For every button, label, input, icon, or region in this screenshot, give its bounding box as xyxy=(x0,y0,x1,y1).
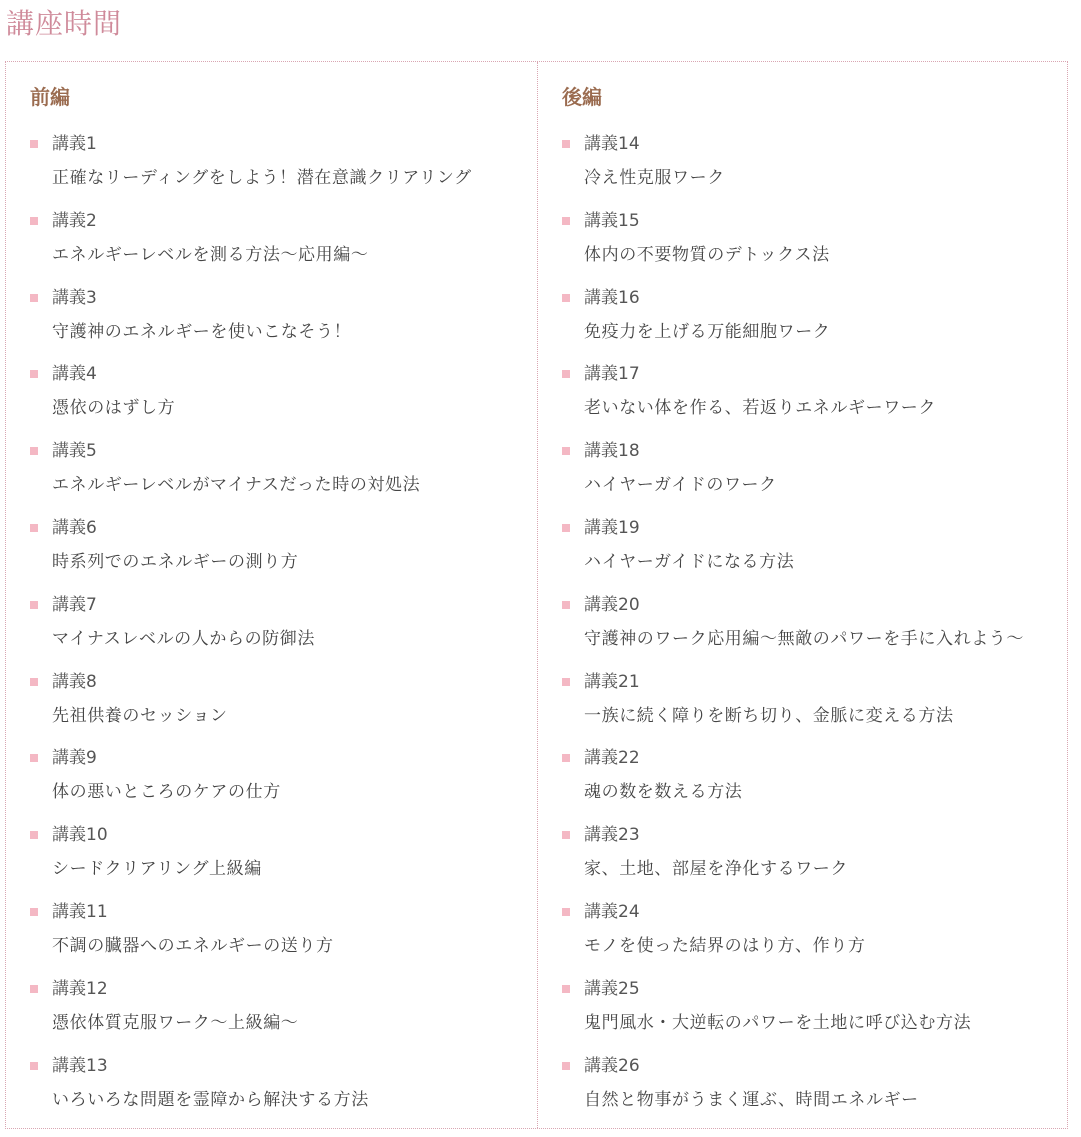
lecture-number: 講義11 xyxy=(52,901,108,922)
lecture-number: 講義6 xyxy=(52,517,97,538)
lecture-item xyxy=(30,130,537,196)
lecture-title: 一族に続く障りを断ち切り、金脈に変える方法 xyxy=(584,705,954,726)
page-title: 講座時間 xyxy=(6,7,123,40)
lecture-item xyxy=(30,360,537,426)
lecture-item xyxy=(30,591,537,657)
column-heading: 後編 xyxy=(562,85,602,109)
lecture-item xyxy=(562,360,1067,426)
square-bullet-icon xyxy=(562,1062,570,1070)
column-part-1 xyxy=(6,62,537,1128)
lecture-item xyxy=(30,284,537,350)
lecture-number: 講義7 xyxy=(52,594,97,615)
lecture-item xyxy=(562,898,1067,964)
lecture-title: 時系列でのエネルギーの測り方 xyxy=(52,551,299,572)
lecture-item xyxy=(30,514,537,580)
square-bullet-icon xyxy=(30,985,38,993)
lecture-number: 講義16 xyxy=(584,287,640,308)
lecture-title: 老いない体を作る、若返りエネルギーワーク xyxy=(584,398,936,419)
square-bullet-icon xyxy=(30,370,38,378)
lecture-title: 免疫力を上げる万能細胞ワーク xyxy=(584,321,831,342)
lecture-number: 講義2 xyxy=(52,210,97,231)
lecture-number: 講義23 xyxy=(584,825,640,846)
lecture-title: エネルギーレベルを測る方法～応用編～ xyxy=(52,244,369,265)
lecture-item xyxy=(562,514,1067,580)
lecture-title: 体内の不要物質のデトックス法 xyxy=(584,244,830,265)
lecture-number: 講義26 xyxy=(584,1055,640,1076)
square-bullet-icon xyxy=(562,370,570,378)
square-bullet-icon xyxy=(562,294,570,302)
lecture-title: シードクリアリング上級編 xyxy=(52,859,262,880)
lecture-title: 不調の臓器へのエネルギーの送り方 xyxy=(52,935,334,956)
lecture-title: 憑依体質克服ワーク～上級編～ xyxy=(52,1012,299,1033)
lecture-number: 講義8 xyxy=(52,671,97,692)
lecture-number: 講義20 xyxy=(584,594,640,615)
square-bullet-icon xyxy=(30,524,38,532)
square-bullet-icon xyxy=(30,294,38,302)
square-bullet-icon xyxy=(30,217,38,225)
column-heading: 前編 xyxy=(30,85,70,109)
lecture-number: 講義14 xyxy=(584,134,640,154)
lecture-number: 講義24 xyxy=(584,901,640,922)
lecture-title: いろいろな問題を霊障から解決する方法 xyxy=(52,1089,369,1110)
lecture-title: モノを使った結界のはり方、作り方 xyxy=(584,935,866,956)
lecture-number: 講義13 xyxy=(52,1055,108,1076)
lecture-number: 講義15 xyxy=(584,210,640,231)
lecture-number: 講義10 xyxy=(52,825,108,846)
lecture-title: 守護神のエネルギーを使いこなそう！ xyxy=(52,321,352,342)
square-bullet-icon xyxy=(562,831,570,839)
square-bullet-icon xyxy=(562,447,570,455)
lecture-schedule-box xyxy=(5,61,1068,1129)
square-bullet-icon xyxy=(562,985,570,993)
lecture-item xyxy=(30,744,537,810)
lecture-number: 講義9 xyxy=(52,748,97,769)
lecture-item xyxy=(30,668,537,734)
lecture-title: 鬼門風水・大逆転のパワーを土地に呼び込む方法 xyxy=(584,1012,972,1033)
lecture-number: 講義19 xyxy=(584,517,640,538)
lecture-title: 魂の数を数える方法 xyxy=(584,782,743,803)
lecture-number: 講義5 xyxy=(52,441,97,462)
lecture-item xyxy=(562,975,1067,1041)
square-bullet-icon xyxy=(30,678,38,686)
lecture-title: 守護神のワーク応用編～無敵のパワーを手に入れよう～ xyxy=(584,628,1024,649)
lecture-title: 憑依のはずし方 xyxy=(52,398,176,419)
lecture-item xyxy=(562,1052,1067,1118)
square-bullet-icon xyxy=(30,831,38,839)
square-bullet-icon xyxy=(30,1062,38,1070)
lecture-number: 講義25 xyxy=(584,978,640,999)
lecture-item xyxy=(562,591,1067,657)
lecture-list xyxy=(562,130,1067,1118)
lecture-number: 講義17 xyxy=(584,364,640,385)
lecture-item xyxy=(30,898,537,964)
lecture-number: 講義12 xyxy=(52,978,108,999)
lecture-number: 講義18 xyxy=(584,441,640,462)
lecture-number: 講義4 xyxy=(52,364,97,385)
lecture-title: 体の悪いところのケアの仕方 xyxy=(52,782,281,803)
column-part-2 xyxy=(537,62,1067,1128)
lecture-item xyxy=(562,668,1067,734)
lecture-item xyxy=(30,975,537,1041)
lecture-title: 家、土地、部屋を浄化するワーク xyxy=(584,859,848,880)
lecture-number: 講義3 xyxy=(52,287,97,308)
lecture-number: 講義1 xyxy=(52,134,97,154)
lecture-item xyxy=(30,437,537,503)
lecture-number: 講義22 xyxy=(584,748,640,769)
lecture-title: エネルギーレベルがマイナスだった時の対処法 xyxy=(52,475,421,496)
square-bullet-icon xyxy=(30,140,38,148)
square-bullet-icon xyxy=(562,601,570,609)
square-bullet-icon xyxy=(562,678,570,686)
square-bullet-icon xyxy=(562,754,570,762)
lecture-title: ハイヤーガイドのワーク xyxy=(584,475,777,496)
lecture-item xyxy=(30,1052,537,1118)
lecture-item xyxy=(30,207,537,273)
lecture-item xyxy=(562,207,1067,273)
lecture-title: ハイヤーガイドになる方法 xyxy=(584,551,795,572)
square-bullet-icon xyxy=(562,524,570,532)
square-bullet-icon xyxy=(562,908,570,916)
lecture-title: 自然と物事がうまく運ぶ、時間エネルギー xyxy=(584,1089,919,1110)
square-bullet-icon xyxy=(30,447,38,455)
lecture-item xyxy=(562,437,1067,503)
lecture-item xyxy=(562,130,1067,196)
square-bullet-icon xyxy=(562,140,570,148)
lecture-title: マイナスレベルの人からの防御法 xyxy=(52,628,315,649)
lecture-item xyxy=(30,821,537,887)
lecture-item xyxy=(562,284,1067,350)
square-bullet-icon xyxy=(30,601,38,609)
lecture-title: 先祖供養のセッション xyxy=(52,705,228,726)
lecture-list xyxy=(30,130,537,1118)
lecture-item xyxy=(562,821,1067,887)
square-bullet-icon xyxy=(30,908,38,916)
square-bullet-icon xyxy=(562,217,570,225)
lecture-title: 正確なリーディングをしよう！潜在意識クリアリング xyxy=(52,168,472,188)
square-bullet-icon xyxy=(30,754,38,762)
lecture-item xyxy=(562,744,1067,810)
lecture-number: 講義21 xyxy=(584,671,640,692)
lecture-title: 冷え性克服ワーク xyxy=(584,168,725,188)
